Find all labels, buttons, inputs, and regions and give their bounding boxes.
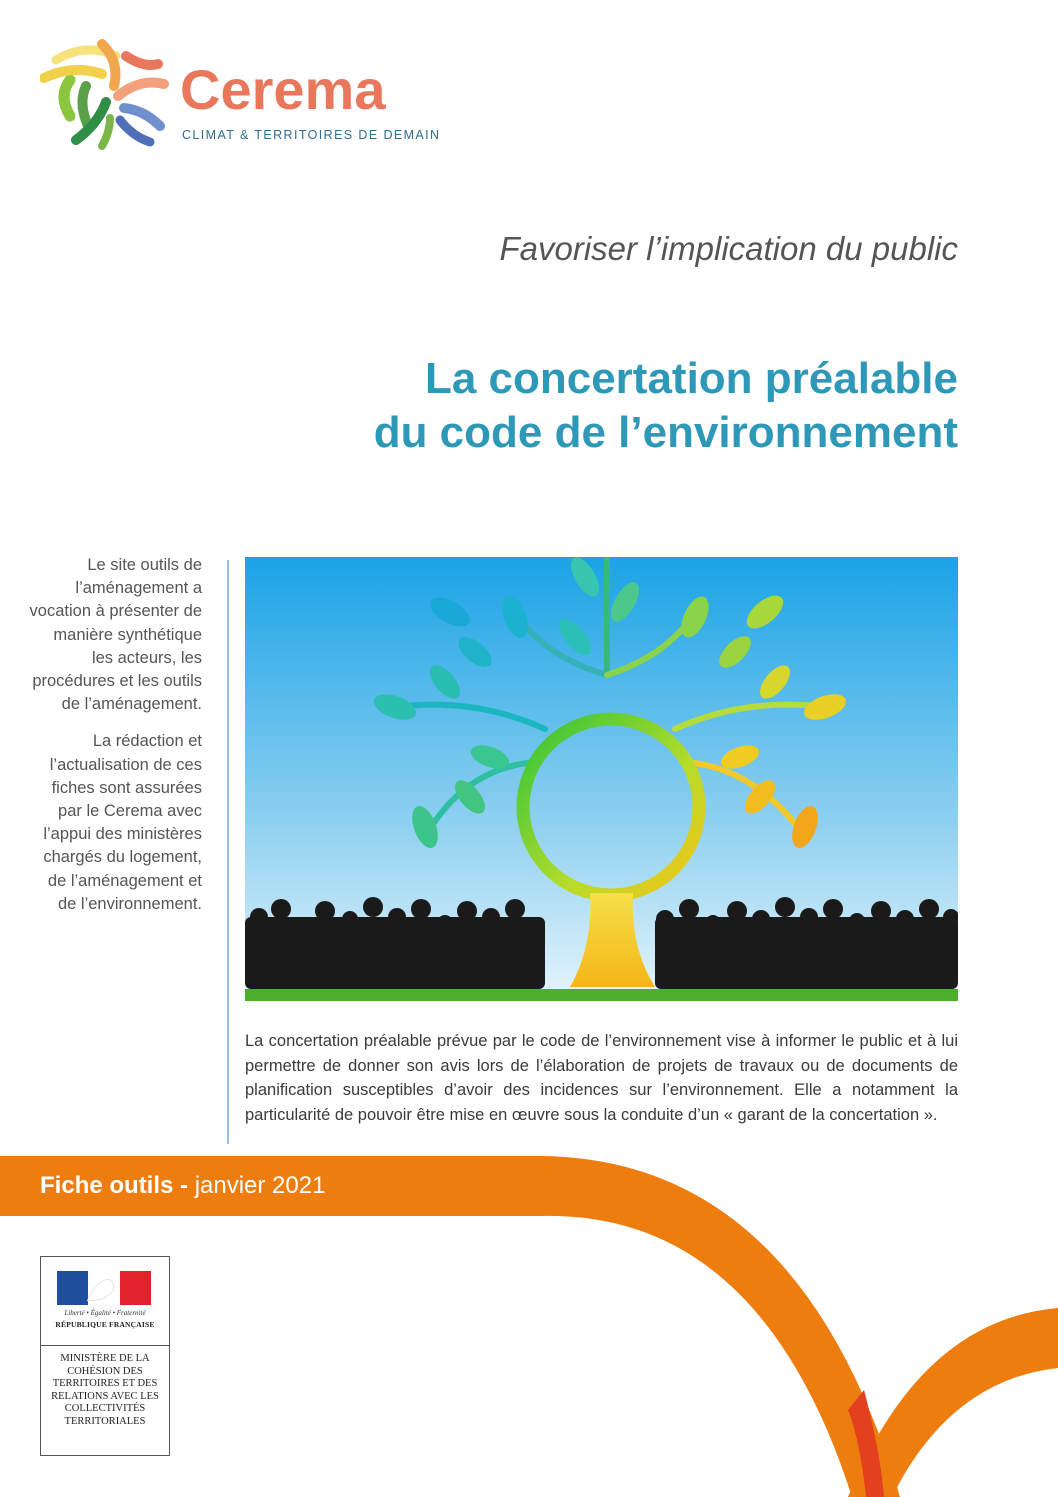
government-logo-block: [40, 1256, 170, 1456]
sidebar-text: [28, 554, 202, 930]
tree-crowd-illustration: [245, 557, 958, 1001]
fiche-label-date: janvier 2021: [194, 1172, 326, 1199]
fiche-label: [40, 1170, 325, 1201]
page-title-line-2: du code de l’environnement: [373, 408, 958, 457]
page-title: [374, 352, 958, 460]
sidebar-paragraph-1: Le site outils de l’aménagement a vocation à présenter de manière synthétique les acteurs, les procédures et les outils de l’aménagement.: [29, 556, 202, 714]
sidebar-divider: [227, 560, 229, 1144]
fiche-label-bold: Fiche outils -: [40, 1172, 189, 1199]
page-subtitle: Favoriser l’implication du public: [499, 230, 958, 267]
page-title-line-1: La concertation préalable: [424, 354, 958, 403]
republic-name: RÉPUBLIQUE FRANÇAISE: [55, 1320, 155, 1329]
logo-name: Cerema: [180, 58, 386, 121]
republic-logo: [41, 1257, 169, 1346]
cerema-logo-icon: [40, 38, 170, 153]
ministry-name: MINISTÈRE DE LA COHÉSION DES TERRITOIRES ET DES RELATIONS AVEC LES COLLECTIVITÉS TERRITORIALES: [51, 1353, 159, 1427]
republic-motto: Liberté • Égalité • Fraternité: [64, 1309, 146, 1317]
sidebar-paragraph-2: La rédaction et l’actualisation de ces fiches sont assurées par le Cerema avec l’appui des ministères chargés du logement, de l’aménagement et de l’environnement.: [43, 732, 202, 913]
intro-paragraph: La concertation préalable prévue par le code de l’environnement vise à informer le public et à lui permettre de donner son avis lors de l’élaboration de projets de travaux ou de documents de planification susceptibles d’avoir des incidences sur l’environnement. Elle a notamment la particularité de pouvoir être mise en œuvre sous la conduite d’un « garant de la concertation ».: [245, 1032, 958, 1124]
marianne-flag-icon: [57, 1271, 151, 1305]
logo-tagline: CLIMAT & TERRITOIRES DE DEMAIN: [182, 128, 441, 142]
